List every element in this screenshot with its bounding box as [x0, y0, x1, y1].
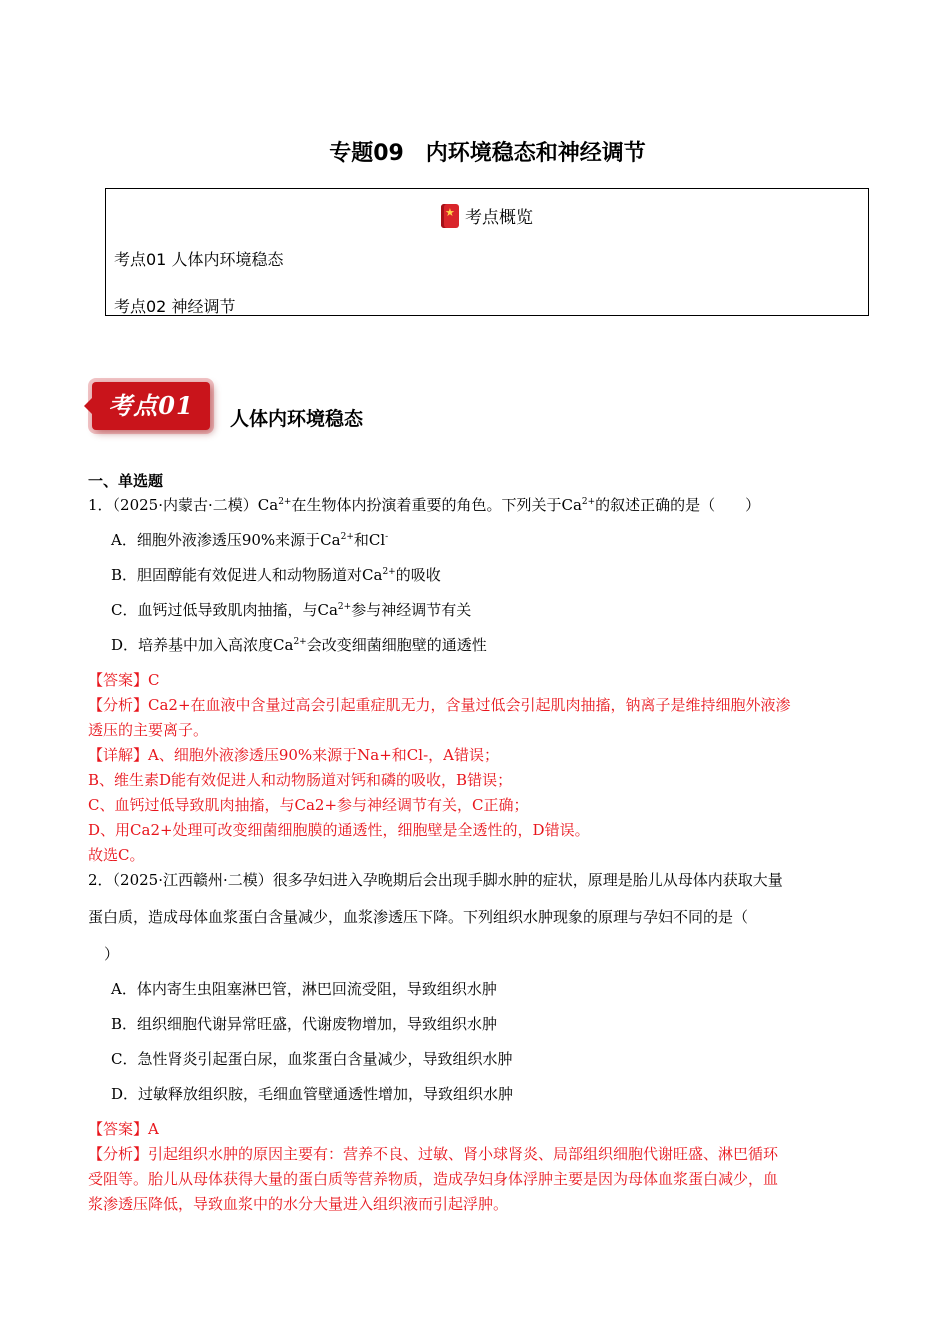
question-2-option-b: B．组织细胞代谢异常旺盛，代谢废物增加，导致组织水肿 — [111, 1015, 498, 1033]
question-2-answer: 【答案】A — [88, 1120, 159, 1138]
question-2-stem-line-1: 2．（2025·江西赣州·二模）很多孕妇进入孕晚期后会出现手脚水肿的症状，原理是胎儿从母体内获取大量 — [88, 871, 783, 889]
question-2-option-c: C．急性肾炎引起蛋白尿，血浆蛋白含量减少，导致组织水肿 — [111, 1050, 513, 1068]
overview-heading-text: 考点概览 — [465, 208, 533, 228]
question-1-option-b: B．胆固醇能有效促进人和动物肠道对$Ca^{2+}$的吸收 — [111, 566, 441, 584]
section-title: 人体内环境稳态 — [230, 408, 364, 430]
overview-box — [105, 188, 869, 316]
question-1-detail-line-4: D、用Ca2+处理可改变细菌细胞膜的通透性，细胞壁是全透性的，D错误。 — [88, 821, 590, 839]
question-2-option-d: D．过敏释放组织胺，毛细血管壁通透性增加，导致组织水肿 — [111, 1085, 514, 1103]
overview-item-2: 考点02 神经调节 — [114, 297, 236, 316]
question-2-stem-line-3: ） — [104, 945, 120, 963]
question-2-stem-line-2: 蛋白质，造成母体血浆蛋白含量减少，血浆渗透压下降。下列组织水肿现象的原理与孕妇不同的是（ — [88, 908, 749, 926]
question-1-conclusion: 故选C。 — [88, 846, 145, 864]
book-icon — [441, 204, 459, 228]
question-2-option-a: A．体内寄生虫阻塞淋巴管，淋巴回流受阻，导致组织水肿 — [111, 980, 497, 998]
page-title: 专题09 内环境稳态和神经调节 — [329, 141, 646, 166]
question-1-option-c: C．血钙过低导致肌肉抽搐，与$Ca^{2+}$参与神经调节有关 — [111, 601, 472, 619]
question-2-analysis-line-1: 【分析】引起组织水肿的原因主要有：营养不良、过敏、肾小球肾炎、局部组织细胞代谢旺盛、淋巴循环 — [88, 1145, 779, 1163]
question-1-option-a: A．细胞外液渗透压90%来源于$Ca^{2+}$和Cl- — [111, 531, 389, 549]
question-2-analysis-line-2: 受阻等。胎儿从母体获得大量的蛋白质等营养物质，造成孕妇身体浮肿主要是因为母体血浆蛋白减少，血 — [88, 1170, 779, 1188]
question-1-stem: 1．（2025·内蒙古·二模）$Ca^{2+}$在生物体内扮演着重要的角色。下列关于$Ca^{2+}$的叙述正确的是（ ） — [88, 496, 761, 514]
overview-heading — [106, 203, 868, 228]
question-1-detail-line-1: 【详解】A、细胞外液渗透压90%来源于Na+和Cl-，A错误； — [88, 746, 499, 764]
question-1-analysis-line-1: 【分析】Ca2+在血液中含量过高会引起重症肌无力，含量过低会引起肌肉抽搐，钠离子是维持细胞外液渗 — [88, 696, 791, 714]
question-1-detail-line-3: C、血钙过低导致肌肉抽搐，与Ca2+参与神经调节有关，C正确； — [88, 796, 529, 814]
question-1-detail-line-2: B、维生素D能有效促进人和动物肠道对钙和磷的吸收，B错误； — [88, 771, 513, 789]
question-1-analysis-line-2: 透压的主要离子。 — [88, 721, 209, 739]
category-heading: 一、单选题 — [88, 472, 164, 490]
question-1-answer: 【答案】C — [88, 671, 160, 689]
overview-item-1: 考点01 人体内环境稳态 — [114, 250, 284, 269]
section-badge: 考点01 — [92, 382, 210, 430]
question-1-option-d: D．培养基中加入高浓度$Ca^{2+}$会改变细菌细胞壁的通透性 — [111, 636, 487, 654]
question-2-analysis-line-3: 浆渗透压降低，导致血浆中的水分大量进入组织液而引起浮肿。 — [88, 1195, 509, 1213]
